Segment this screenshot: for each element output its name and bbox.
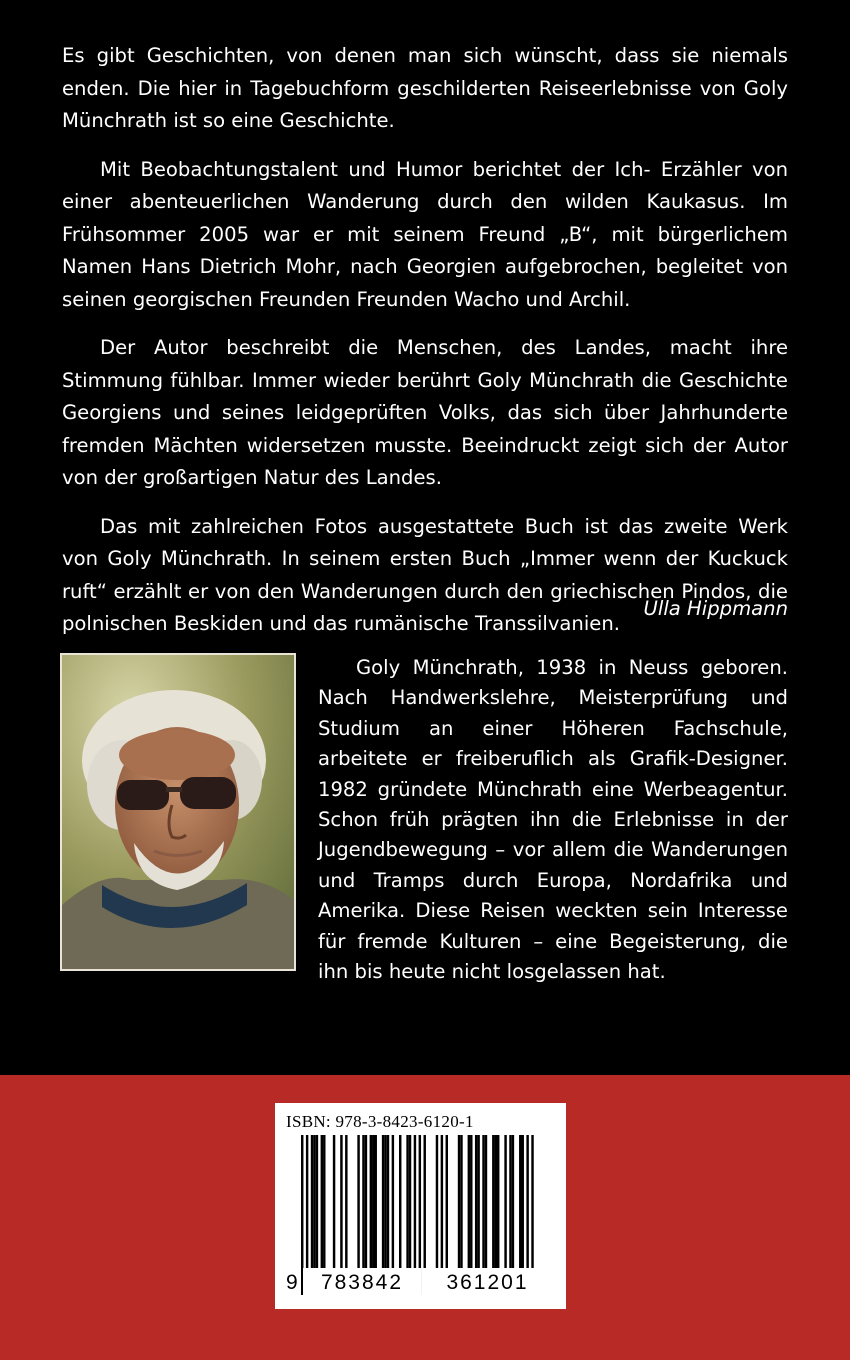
barcode-bar — [519, 1135, 521, 1268]
blurb-paragraph-4: Das mit zahlreichen Fotos ausgestattete Buch ist das zweite Werk von Goly Münchrath. In seinem ersten Buch „Immer wenn der Kuckuck ruft“ erzählt er von den Wanderungen durch den griechischen Pindos, die polnischen Beskiden und das rumänische Transsilvanien. — [62, 514, 788, 635]
isbn-number: ISBN: 978-3-8423-6120-1 — [286, 1112, 474, 1131]
barcode-bar — [477, 1135, 479, 1268]
barcode-bar — [375, 1135, 377, 1268]
barcode-bar — [470, 1135, 472, 1268]
barcode-digits-right: 361201 — [427, 1268, 548, 1298]
reviewer-signature: Ulla Hippmann — [643, 597, 788, 620]
barcode-bar — [497, 1135, 499, 1268]
barcode-bar — [475, 1135, 477, 1268]
barcode-bar — [509, 1135, 511, 1268]
barcode-bar — [485, 1135, 487, 1268]
barcode-bar — [357, 1135, 359, 1268]
barcode-bar — [409, 1135, 411, 1268]
author-bio — [318, 653, 788, 987]
barcode-bar — [424, 1135, 426, 1268]
barcode-bar — [392, 1135, 394, 1268]
barcode-bar — [372, 1135, 374, 1268]
barcode-bar — [492, 1135, 494, 1268]
barcode-bar — [460, 1135, 462, 1268]
blurb-paragraph-3: Der Autor beschreibt die Menschen, des Landes, macht ihre Stimmung fühlbar. Immer wieder berührt Goly Münchrath die Geschichte Georgiens und seines leidgeprüften Volks, das sich über Jahrhunderte fremden Mächten widersetzen musste. Beeindruckt zeigt sich der Autor von der großartigen Natur des Landes. — [62, 336, 788, 489]
author-bio-text: Goly Münchrath, 1938 in Neuss geboren. Nach Handwerkslehre, Meisterprüfung und Studium an einer Höheren Fachschule, arbeitete er freiberuflich als Grafik-Designer. 1982 gründete Münchrath eine Werbeagentur. Schon früh prägten ihn die Erlebnisse in der Jugendbewegung – vor allem die Wanderungen und Tramps durch Europa, Nordafrika und Amerika. Diese Reisen weckten sein Interesse für fremde Kulturen – eine Begeisterung, die ihn bis heute nicht losgelassen hat. — [318, 656, 788, 984]
barcode-bar — [399, 1135, 401, 1268]
barcode-bar — [345, 1135, 347, 1268]
barcode-digits-left: 783842 — [303, 1268, 421, 1298]
blurb-text — [62, 40, 788, 641]
barcode-digit-lead: 9 — [286, 1268, 300, 1298]
barcode-bar — [512, 1135, 514, 1268]
barcode-bar — [370, 1135, 372, 1268]
barcode-bar — [384, 1135, 386, 1268]
barcode-bar — [316, 1135, 318, 1268]
barcode-bar — [321, 1135, 323, 1268]
barcode-bar — [458, 1135, 460, 1268]
barcode-bar — [522, 1135, 524, 1268]
barcode-bar — [436, 1135, 438, 1268]
barcode-bar — [323, 1135, 325, 1268]
barcode-bar — [340, 1135, 342, 1268]
barcode-bar — [504, 1135, 506, 1268]
barcode-bar — [365, 1135, 367, 1268]
barcode-bar — [495, 1135, 497, 1268]
barcode-bar — [311, 1135, 313, 1268]
blurb-paragraph-2: Mit Beobachtungstalent und Humor berichtet der Ich- Erzähler von einer abenteuerlichen Wanderung durch den wilden Kaukasus. Im Frühsommer 2005 war er mit seinem Freund „B“, mit bürgerlichem Namen Hans Dietrich Mohr, nach Georgien aufgebrochen, begleitet von seinen georgischen Freunden Freunden Wacho und Archil. — [62, 157, 788, 311]
barcode-bar — [362, 1135, 364, 1268]
barcode-bar — [387, 1135, 389, 1268]
barcode-bar — [446, 1135, 448, 1268]
blurb-paragraph-1: Es gibt Geschichten, von denen man sich wünscht, dass sie niemals enden. Die hier in Tagebuchform geschilderten Reiseerlebnisse von Goly Münchrath ist so eine Geschichte. — [62, 44, 788, 132]
barcode-bar — [382, 1135, 384, 1268]
barcode-bar — [482, 1135, 484, 1268]
barcode-bar — [313, 1135, 315, 1268]
barcode-bar — [468, 1135, 470, 1268]
barcode-bar — [441, 1135, 443, 1268]
author-portrait-illustration — [62, 655, 294, 969]
barcode-bar — [406, 1135, 408, 1268]
author-photo — [60, 653, 296, 971]
barcode-bar — [333, 1135, 335, 1268]
